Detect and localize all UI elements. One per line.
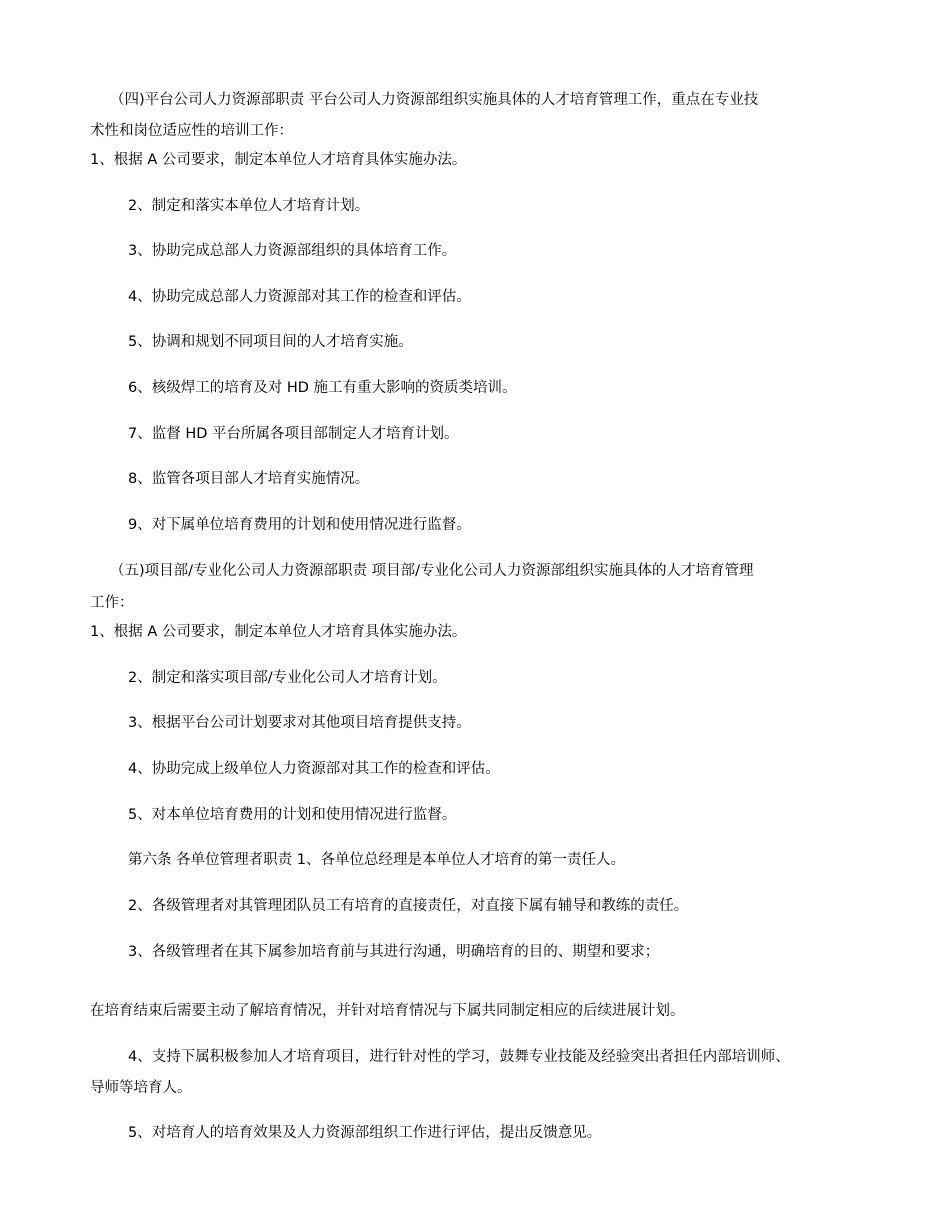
section-4-item-3: 3、协助完成总部人力资源部组织的具体培育工作。 bbox=[128, 243, 457, 259]
article-6-line-1: 第六条 各单位管理者职责 1、各单位总经理是本单位人才培育的第一责任人。 bbox=[128, 852, 625, 868]
section-5-item-1: 1、根据 A 公司要求，制定本单位人才培育具体实施办法。 bbox=[90, 624, 467, 640]
article-6-item-2: 2、各级管理者对其管理团队员工有培育的直接责任，对直接下属有辅导和教练的责任。 bbox=[128, 898, 689, 914]
section-4-item-8: 8、监管各项目部人才培育实施情况。 bbox=[128, 471, 370, 487]
section-5-item-4: 4、协助完成上级单位人力资源部对其工作的检查和评估。 bbox=[128, 761, 500, 777]
section-4-item-4: 4、协助完成总部人力资源部对其工作的检查和评估。 bbox=[128, 289, 471, 305]
section-4-item-7: 7、监督 HD 平台所属各项目部制定人才培育计划。 bbox=[128, 426, 459, 442]
article-6-item-3: 3、各级管理者在其下属参加培育前与其进行沟通，明确培育的目的、期望和要求； bbox=[128, 944, 660, 960]
section-5-heading: （五)项目部/专业化公司人力资源部职责 项目部/专业化公司人力资源部组织实施具体的人才培育管理 bbox=[110, 563, 754, 579]
section-4-item-2: 2、制定和落实本单位人才培育计划。 bbox=[128, 198, 370, 214]
article-6-item-4: 4、支持下属积极参加人才培育项目，进行针对性的学习，鼓舞专业技能及经验突出者担任内部培训师、 bbox=[128, 1049, 790, 1065]
section-4-item-9: 9、对下属单位培育费用的计划和使用情况进行监督。 bbox=[128, 517, 471, 533]
article-6-item-5: 5、对培育人的培育效果及人力资源部组织工作进行评估，提出反馈意见。 bbox=[128, 1125, 602, 1141]
section-4-item-1: 1、根据 A 公司要求，制定本单位人才培育具体实施办法。 bbox=[90, 152, 467, 168]
section-4-item-5: 5、协调和规划不同项目间的人才培育实施。 bbox=[128, 334, 413, 350]
section-4-heading-cont: 术性和岗位适应性的培训工作： bbox=[90, 123, 293, 139]
section-4-item-6: 6、核级焊工的培育及对 HD 施工有重大影响的资质类培训。 bbox=[128, 380, 517, 396]
article-6-item-4-cont: 导师等培育人。 bbox=[90, 1080, 192, 1096]
article-6-item-3-cont: 在培育结束后需要主动了解培育情况，并针对培育情况与下属共同制定相应的后续进展计划。 bbox=[90, 1003, 685, 1019]
section-5-heading-cont: 工作： bbox=[90, 595, 134, 611]
section-5-item-3: 3、根据平台公司计划要求对其他项目培育提供支持。 bbox=[128, 715, 471, 731]
section-5-item-2: 2、制定和落实项目部/专业化公司人才培育计划。 bbox=[128, 670, 447, 686]
section-5-item-5: 5、对本单位培育费用的计划和使用情况进行监督。 bbox=[128, 807, 457, 823]
section-4-heading: （四)平台公司人力资源部职责 平台公司人力资源部组织实施具体的人才培育管理工作，重点在专业技 bbox=[110, 92, 759, 108]
